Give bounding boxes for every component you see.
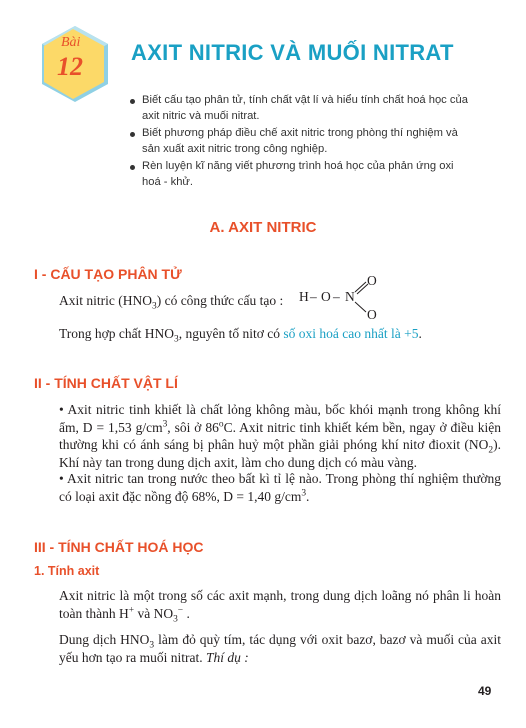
atom-n: N	[345, 289, 355, 304]
physical-bullet-2: • Axit nitric tan trong nước theo bất kì tỉ lệ nào. Trong phòng thí nghiệm thường có loại axit đặc nồng độ 68%, D = 1,40 $g/cm^3$.	[59, 471, 501, 504]
objectives-list	[128, 93, 473, 193]
svg-text:–: –	[333, 289, 340, 304]
section-2-title: II - TÍNH CHẤT VẬT LÍ	[34, 375, 178, 391]
lesson-title: AXIT NITRIC VÀ MUỐI NITRAT	[131, 40, 454, 65]
section-3-title: III - TÍNH CHẤT HOÁ HỌC	[34, 539, 204, 555]
objective-item: Biết cấu tạo phân tử, tính chất vật lí và hiểu tính chất hoá học của axit nitric và muối nitrat.	[128, 93, 473, 124]
subsection-acid-title: 1. Tính axit	[34, 564, 100, 578]
page-number: 49	[478, 684, 492, 698]
oxidation-highlight: số oxi hoá cao nhất là +5	[283, 326, 419, 341]
section-1-title: I - CẤU TẠO PHÂN TỬ	[34, 266, 182, 282]
oxidation-sentence: Trong hợp chất $HNO_3$, nguyên tố nitơ có số oxi hoá cao nhất là +5.	[59, 326, 422, 345]
atom-o-bottom: O	[367, 307, 377, 322]
objective-item: Biết phương pháp điều chế axit nitric trong phòng thí nghiệm và sản xuất axit nitric trong công nghiệp.	[128, 126, 473, 157]
atom-o: O	[321, 289, 331, 304]
svg-text:–: –	[310, 289, 317, 304]
physical-bullet-1: • Axit nitric tinh khiết là chất lỏng không màu, bốc khói mạnh trong không khí ẩm, D = 1,53 $g/cm^3$, sôi ở 86$^o$C. Axit nitric tinh khiết kém bền, ngay ở điều kiện thường khi có ánh sáng bị phân huỷ một phần giải phóng khí nitơ đioxit $(NO_2)$. Khí này tan trong dung dịch axit, làm cho dung dịch có màu vàng.	[59, 402, 501, 470]
atom-o-top: O	[367, 273, 377, 288]
lesson-word: Bài	[61, 35, 81, 50]
part-a-title: A. AXIT NITRIC	[209, 219, 317, 236]
objective-item: Rèn luyện kĩ năng viết phương trình hoá học của phản ứng oxi hoá - khử.	[128, 159, 473, 190]
formula-intro: Axit nitric $(HNO_3)$ có công thức cấu tạo :	[59, 293, 284, 312]
atom-h: H	[299, 289, 309, 304]
lesson-number: 12	[57, 52, 83, 81]
structural-formula	[297, 270, 377, 330]
acid-paragraph-2: Dung dịch $HNO_3$ làm đỏ quỳ tím, tác dụng với oxit bazơ, bazơ và muối của axit yếu hơn tạo ra muối nitrat. Thí dụ :	[59, 632, 501, 665]
acid-paragraph-1: Axit nitric là một trong số các axit mạnh, trong dung dịch loãng nó phân li hoàn toàn thành H+ và $NO_3^-$ .	[59, 588, 501, 625]
